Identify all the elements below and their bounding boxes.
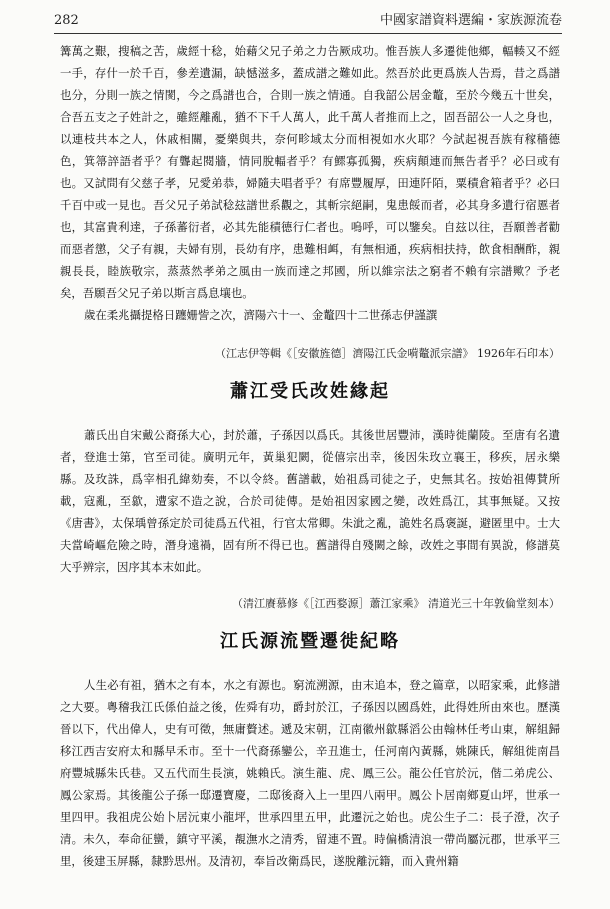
section-xiao-jiang (60, 424, 560, 578)
header-rule (54, 33, 562, 34)
page-header (54, 10, 562, 32)
origin-migration-paragraph: 人生必有祖，猶木之有本，水之有源也。窮流溯源，由末追本，登之篇章，以昭家乘，此修譜之大要。粵稽我江氏係伯益之後，佐舜有功，爵封於江，子孫因以國爲姓，此得姓所由來也。歷漢晉以下，代出偉人，史有可徵，無庸贅述。遞及宋朝，江南徽州歙縣滔公由翰林任考山東，解組歸移江西吉安府太和縣早禾市。至十一代裔孫鑾公，辛丑進士，任河南內黃縣，姚陳氏，解組徙南昌府豐城縣朱氏巷。又五代而生長演，姚賴氏。演生龍、虎、鳳三公。龍公任官於沅，偕二弟虎公、鳳公家焉。其後龍公子孫一邸遷寶慶，二邸後裔入上一里四八兩甲。鳳公卜居南鄉夏山坪，世承一里四甲。我祖虎公始卜居沅東小龍坪，世承四里五甲，此遷沅之始也。虎公生子二：長子澄，次子清。未久，奉命征蠻，鎮守平溪，覩潕水之清秀，留連不置。時偏橋清浪一帶尚屬沅郡，世承平三里，後建玉屏縣，隸黔思州。及清初，奉旨改衛爲民，遂脫離沅籍，而入貴州籍 (60, 678, 560, 868)
preface-paragraph: 篝萬之艱，搜稿之苦，歲經十稔，始藉父兄子弟之力告厥成功。惟吾族人多遷徙他鄉，輻輳又不經一手，存什一於千百，參差遺漏，缺憾滋多，蓋成譜之難如此。然吾於此更爲族人告焉，昔之爲譜也分，分則一族之情閡，今之爲譜也合，合則一族之情通。自我韶公居金鼇，至於今幾五十世矣，合吾五支之子姓計之，雖經離亂，猶不下千人萬人，此千萬人者推而上之，固吾韶公一人之身也，以連枝共本之人，休戚相關，憂樂與共，奈何畛域太分而相視如水火耶？今試起視吾族有稼穡德色，箕箒誶語者乎？有聾起閱牆，情同脫輻者乎？有鰥寡孤獨，疾病顛連而無告者乎？必曰或有也。又試問有父慈子孝，兄愛弟恭，婦隨夫唱者乎？有席豐履厚，田連阡陌，粟積倉箱者乎？必曰千百中或一見也。吾父兄子弟試稔玆譜世系觀之，其斬宗絕嗣，鬼患餒而者，必其身多遺行宿慝者也，其富貴利達，子孫蕃衍者，必其先能積德行仁者也。嗚呼，可以鑒矣。自玆以往，吾願善者勸而惡者懲，父子有親，夫婦有別，長幼有序，患難相衈，有無相通，疾病相扶持，飲食相酬酢，親親長長，睦族敬宗，蒸蒸然孝弟之風由一族而達之邦國，所以維宗法之窮者不賴有宗譜歟？予老矣，吾願吾父兄子弟以斯言爲息壤也。 (60, 44, 560, 300)
source-citation-2: （清江賡慕修《［江西婺源］蕭江家乘》 清道光三十年敦倫堂刻本） (232, 597, 560, 610)
section-title-xiao-jiang: 蕭江受氏改姓緣起 (230, 381, 390, 402)
section-preface (60, 40, 560, 326)
preface-signature: 歲在柔兆攝提格日躔姗訾之次，濟陽六十一、金鼇四十二世孫志伊謹譔 (84, 308, 438, 322)
section-title-origin-migration: 江氏源流暨遷徙紀略 (220, 631, 400, 652)
page-number: 282 (54, 13, 79, 28)
running-title: 中國家譜資料選編・家族源流卷 (379, 13, 562, 28)
source-citation-1: （江志伊等輯《［安徽旌德］濟陽江氏金嗬鼇派宗譜》 1926年石印本） (215, 347, 560, 360)
xiao-jiang-paragraph: 蕭氏出自宋戴公裔孫大心，封於蕭，子孫因以爲氏。其後世居豐沛，漢時徙蘭陵。至唐有名遺者，登進士第，官至司徒。廣明元年，黃巢犯闕，從僖宗出幸，後因朱玫立襄王，移疾，居永樂縣。及玫誅，爲宰相孔緯劾奏，不以令終。舊譜載，始祖爲司徒之子，史無其名。按始祖傳賛所載，寇亂，至歙，遭家不造之說，合於司徒傳。是始祖因家國之變，改姓爲江，其事無疑。又按《唐書》，太保瑀曾孫定於司徒爲五代祖，行官太常卿。朱泚之亂，詭姓名爲褒誕，避匿里中。士大夫當崎嶇危險之時，潛身遠禍，固有所不得已也。舊譜得自殘闕之餘，改姓之事間有異說，修譜莫大乎辨宗，因序其本末如此。 (60, 428, 560, 574)
section-origin-migration (60, 674, 560, 872)
